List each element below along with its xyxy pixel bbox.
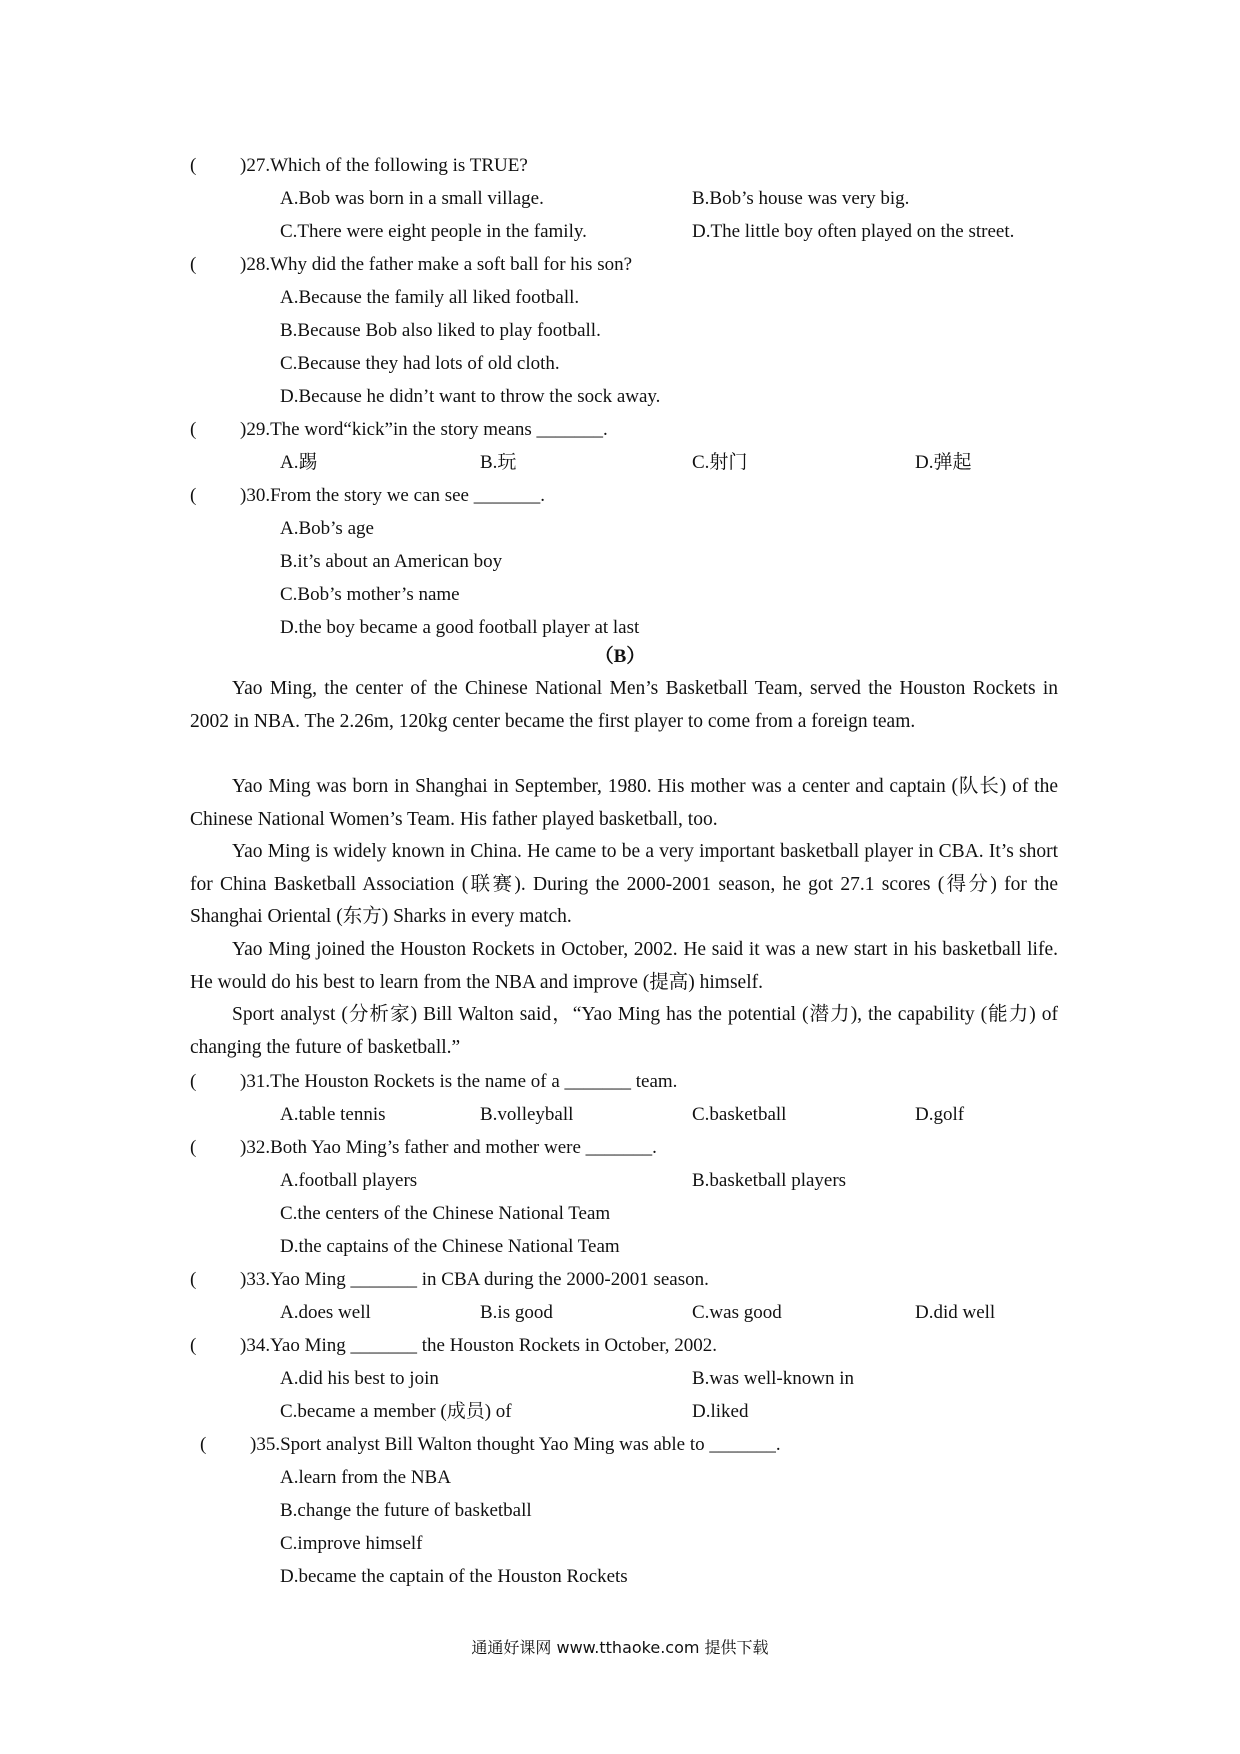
option-d: D.弹起 (915, 452, 972, 473)
passage-paragraph: Yao Ming is widely known in China. He came to be a very important basketball player in CBA. It’s short for China Basketball Association (联赛). During the 2000-2001 season, he got 27.1 scores (得分) for the Shanghai Oriental (东方) Sharks in every match. (190, 841, 1058, 928)
answer-paren: ( (190, 1269, 197, 1290)
option-d: D.became the captain of the Houston Rockets (280, 1566, 628, 1587)
option-b: B.Because Bob also liked to play football. (280, 320, 601, 341)
question-stem: )29.The word“kick”in the story means _______. (240, 419, 608, 440)
option-c: C.became a member (成员) of (280, 1401, 512, 1422)
question-stem: )33.Yao Ming _______ in CBA during the 2000-2001 season. (240, 1269, 709, 1290)
section-b-heading: （B） (594, 646, 646, 667)
option-a: A.Bob was born in a small village. (280, 188, 544, 209)
option-b: B.change the future of basketball (280, 1500, 532, 1521)
answer-paren: ( (190, 1335, 197, 1356)
option-d: D.liked (692, 1401, 749, 1422)
option-c: C.There were eight people in the family. (280, 221, 587, 242)
option-d: D.golf (915, 1104, 965, 1125)
option-c: C.the centers of the Chinese National Team (280, 1203, 611, 1224)
option-b: B.玩 (480, 452, 517, 473)
page-footer: 通通好课网 www.tthaoke.com 提供下载 (471, 1638, 769, 1657)
option-b: B.it’s about an American boy (280, 551, 503, 572)
answer-paren: ( (190, 254, 197, 275)
option-a: A.learn from the NBA (280, 1467, 451, 1488)
option-b: B.volleyball (480, 1104, 574, 1125)
question-stem: )35.Sport analyst Bill Walton thought Yao Ming was able to _______. (250, 1434, 781, 1455)
option-c: C.improve himself (280, 1533, 423, 1554)
option-c: C.Because they had lots of old cloth. (280, 353, 560, 374)
question-stem: )28.Why did the father make a soft ball for his son? (240, 254, 633, 275)
option-a: A.football players (280, 1170, 418, 1191)
question-stem: )30.From the story we can see _______. (240, 485, 545, 506)
passage-paragraph: Sport analyst (分析家) Bill Walton said，“Yao Ming has the potential (潜力), the capability (能力) of changing the future of basketball.” (190, 1004, 1058, 1058)
option-a: A.did his best to join (280, 1368, 439, 1389)
option-c: C.was good (692, 1302, 782, 1323)
option-c: C.basketball (692, 1104, 787, 1125)
option-d: D.the boy became a good football player at last (280, 617, 640, 638)
option-c: C.Bob’s mother’s name (280, 584, 460, 605)
answer-paren: ( (190, 155, 197, 176)
option-a: A.Bob’s age (280, 518, 374, 539)
option-b: B.is good (480, 1302, 553, 1323)
answer-paren: ( (190, 419, 197, 440)
option-b: B.was well-known in (692, 1368, 855, 1389)
option-a: A.table tennis (280, 1104, 386, 1125)
option-a: A.踢 (280, 452, 318, 473)
option-a: A.does well (280, 1302, 371, 1323)
option-d: D.Because he didn’t want to throw the sock away. (280, 386, 661, 407)
question-stem: )32.Both Yao Ming’s father and mother were _______. (240, 1137, 657, 1158)
option-d: D.did well (915, 1302, 996, 1323)
answer-paren: ( (190, 1137, 197, 1158)
option-b: B.basketball players (692, 1170, 847, 1191)
answer-paren: ( (190, 485, 197, 506)
option-a: A.Because the family all liked football. (280, 287, 580, 308)
option-c: C.射门 (692, 452, 748, 473)
option-b: B.Bob’s house was very big. (692, 188, 910, 209)
passage-paragraph: Yao Ming, the center of the Chinese National Men’s Basketball Team, served the Houston Rockets in 2002 in NBA. The 2.26m, 120kg center became the first player to come from a foreign team. (190, 678, 1058, 732)
answer-paren: ( (200, 1434, 207, 1455)
option-d: D.The little boy often played on the street. (692, 221, 1015, 242)
passage-paragraph: Yao Ming joined the Houston Rockets in October, 2002. He said it was a new start in his basketball life. He would do his best to learn from the NBA and improve (提高) himself. (190, 939, 1058, 993)
answer-paren: ( (190, 1071, 197, 1092)
passage-paragraph: Yao Ming was born in Shanghai in September, 1980. His mother was a center and captain (队长) of the Chinese National Women’s Team. His father played basketball, too. (190, 776, 1058, 830)
question-stem: )31.The Houston Rockets is the name of a _______ team. (240, 1071, 678, 1092)
question-stem: )34.Yao Ming _______ the Houston Rockets in October, 2002. (240, 1335, 718, 1356)
question-stem: )27.Which of the following is TRUE? (240, 155, 528, 176)
option-d: D.the captains of the Chinese National Team (280, 1236, 620, 1257)
